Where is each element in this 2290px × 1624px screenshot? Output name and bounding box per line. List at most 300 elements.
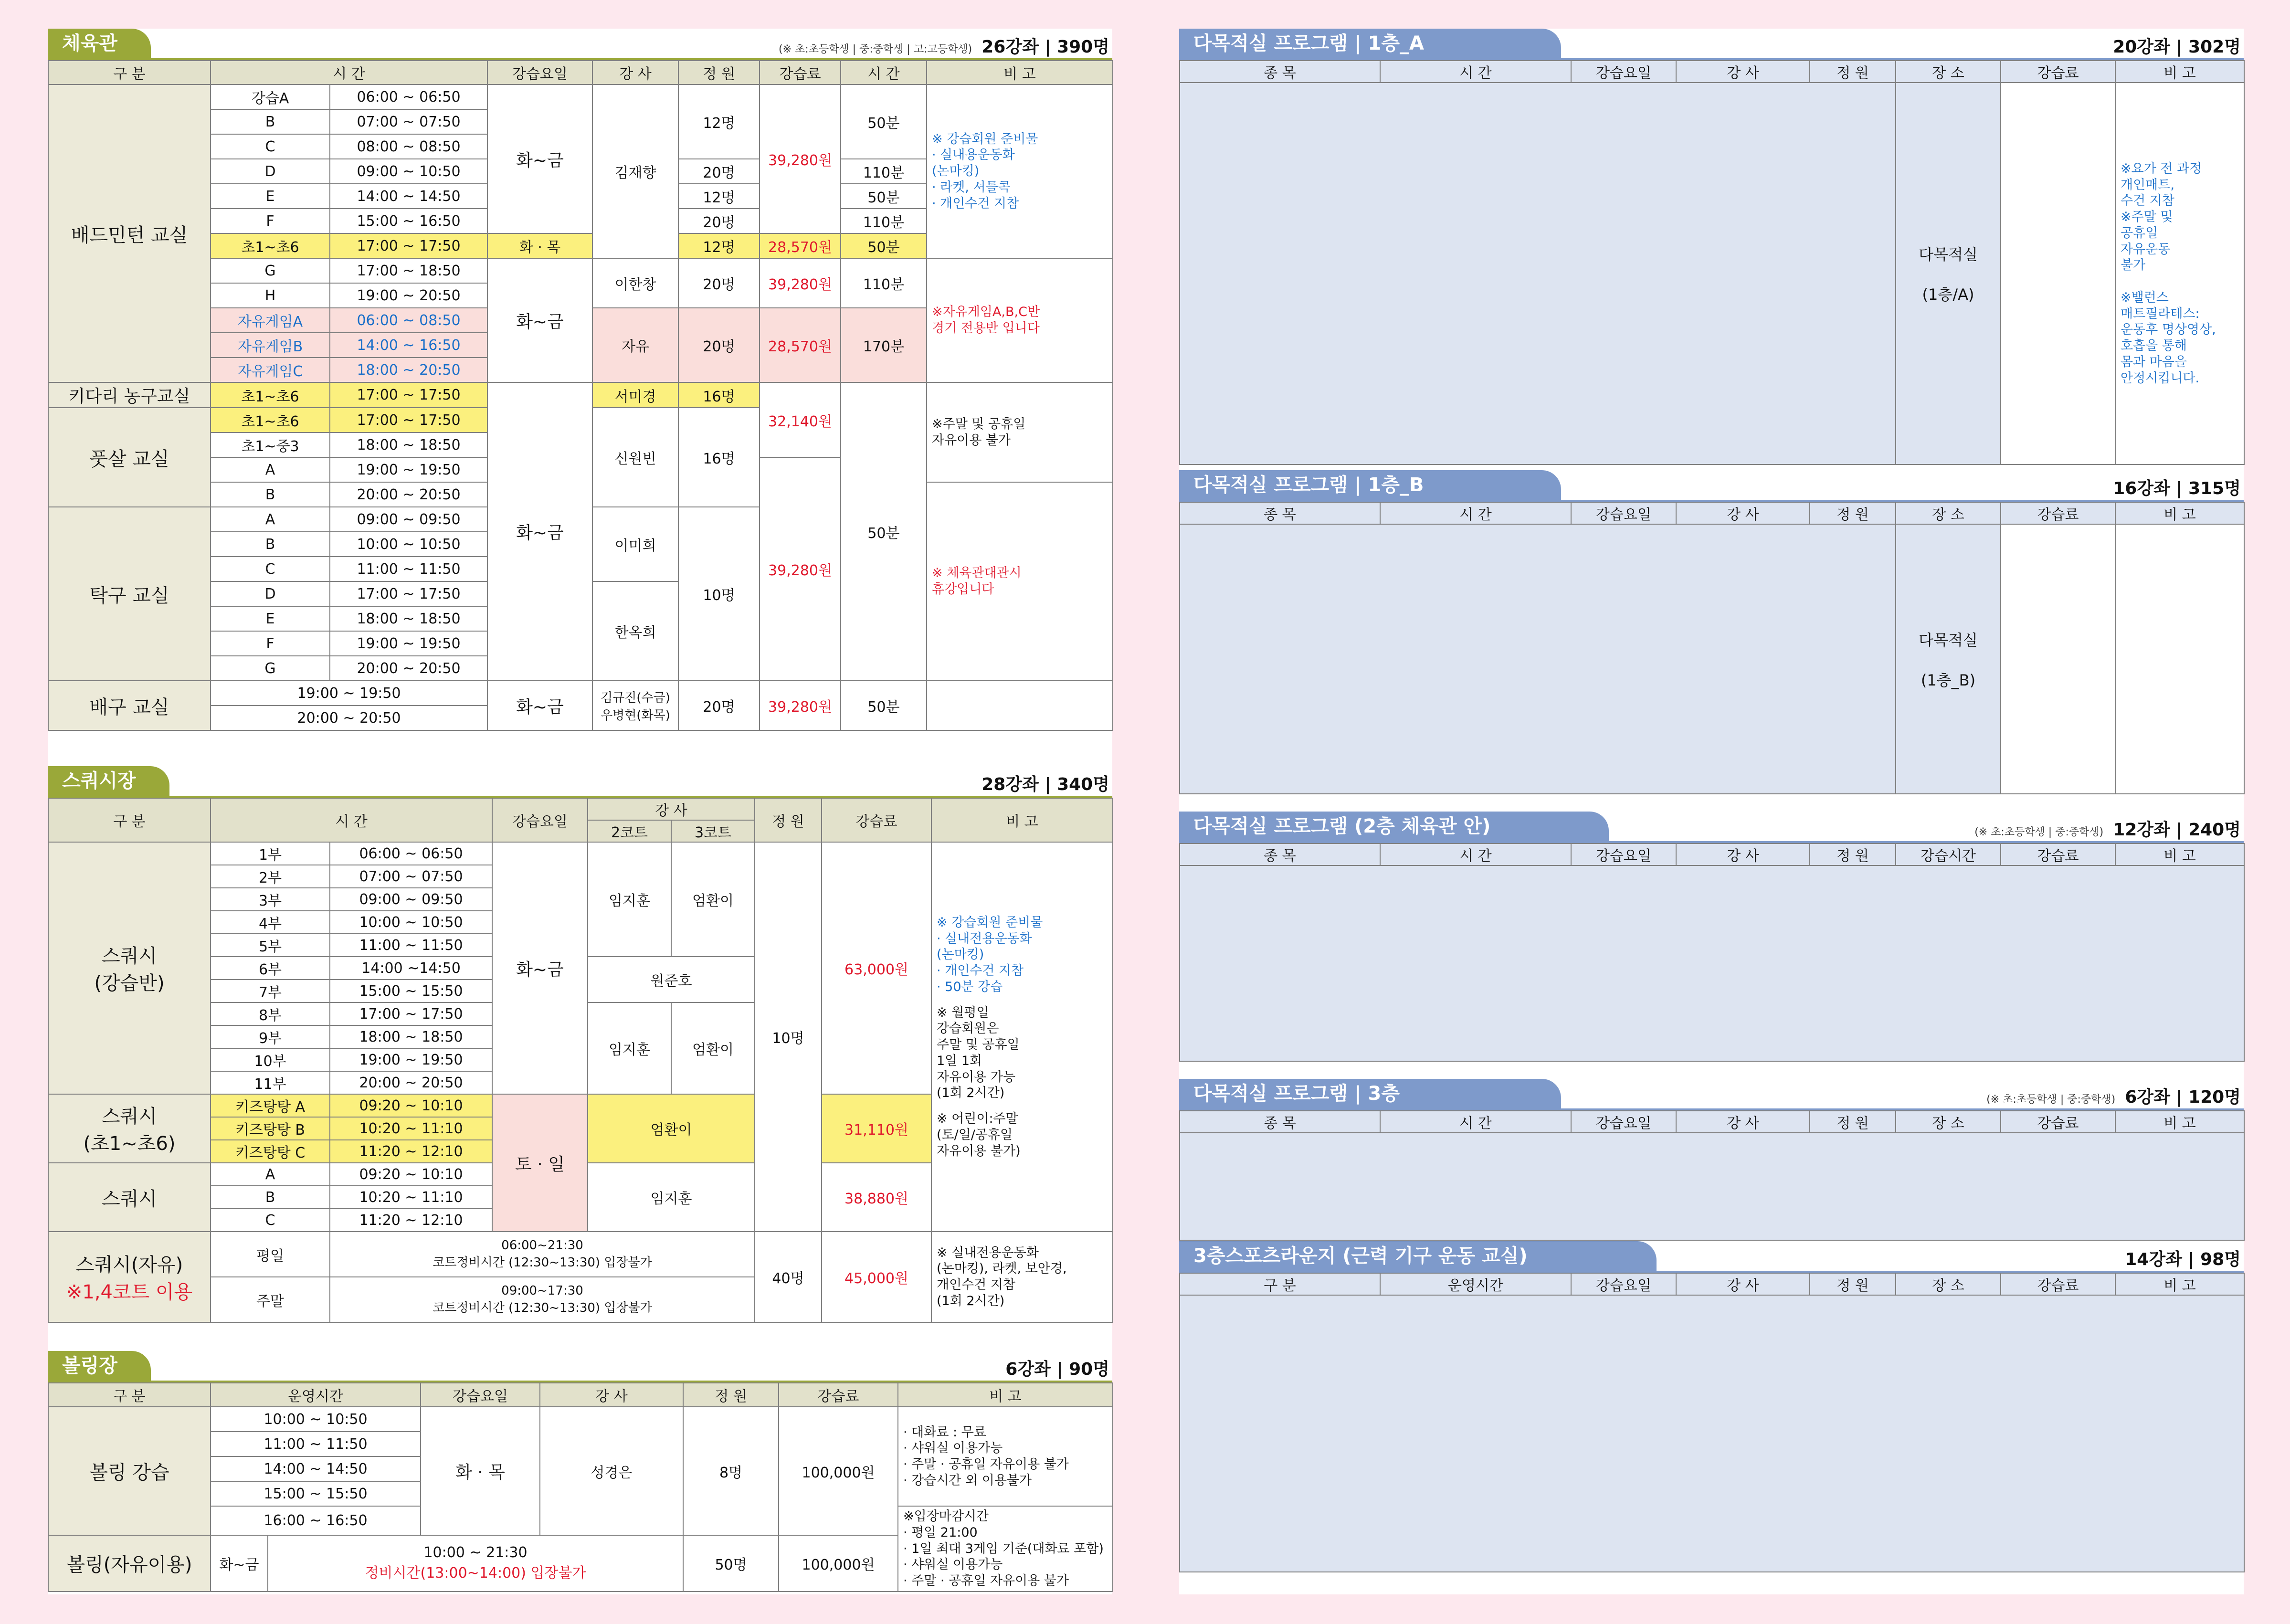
category-squash: 스쿼시 — [48, 1163, 211, 1232]
class-code: 강습A — [211, 84, 330, 109]
duration: 170분 — [841, 308, 927, 382]
right-page — [1179, 29, 2244, 1594]
instructor: 서미경 — [592, 382, 678, 408]
room-a-h-program: 종 목 — [1180, 61, 1380, 83]
day-hwageum: 화~금 — [487, 382, 592, 681]
category-squash-lesson: 스쿼시 (강습반) — [48, 842, 211, 1094]
squash-h-time: 시 간 — [211, 798, 492, 842]
gym-row — [48, 382, 1113, 408]
instructor: 이미희 — [592, 507, 678, 581]
gym-row — [48, 681, 1113, 706]
gym-note: ※주말 및 공휴일 자유이용 불가 — [927, 382, 1113, 482]
instructor-court2: 임지훈 — [588, 842, 671, 957]
class-time: 06:00 ~ 06:50 — [330, 842, 492, 865]
class-time: 09:20 ~ 10:10 — [330, 1163, 492, 1186]
gym-row — [48, 84, 1113, 109]
instructor: 자유 — [592, 308, 678, 382]
instructor-both: 임지훈 — [588, 1163, 755, 1232]
room-2f-summary — [1974, 816, 2241, 841]
class-time: 17:00 ~ 17:50 — [330, 581, 487, 606]
bowling-h-fee: 강습료 — [779, 1383, 898, 1407]
day-hwageum: 화~금 — [487, 84, 592, 233]
capacity: 20명 — [678, 308, 760, 382]
room-3f-body-placeholder — [1180, 1133, 2244, 1240]
class-time: 19:00 ~ 19:50 — [330, 1048, 492, 1071]
room-3f-header-row — [1180, 1111, 2244, 1133]
lounge-h-instructor: 강 사 — [1676, 1273, 1810, 1295]
instructor-court2: 임지훈 — [588, 1002, 671, 1094]
class-code: E — [211, 184, 330, 209]
category-badminton: 배드민턴 교실 — [48, 84, 211, 382]
duration: 110분 — [841, 258, 927, 308]
fee: 31,110원 — [822, 1094, 931, 1163]
room-a-h-capacity: 정 원 — [1810, 61, 1896, 83]
left-page — [48, 29, 1112, 1594]
room-b-h-capacity: 정 원 — [1810, 502, 1896, 524]
room-a-table — [1179, 60, 2245, 465]
room-b-header-row — [1180, 502, 2244, 524]
class-time: 20:00 ~ 20:50 — [330, 482, 487, 507]
gym-note: ※ 강습회원 준비물 · 실내용운동화 (논마킹) · 라켓, 셔틀콕 · 개인수건 지참 — [927, 84, 1113, 258]
squash-summary: 28강좌 | 340명 — [981, 775, 1109, 794]
room-b-tab: 다목적실 프로그램 | 1층_B — [1179, 470, 1561, 500]
room-b-h-program: 종 목 — [1180, 502, 1380, 524]
class-code: 1부 — [211, 842, 330, 865]
bowling-row — [48, 1407, 1113, 1432]
fee: 39,280원 — [760, 457, 841, 681]
class-time: 20:00 ~ 20:50 — [330, 656, 487, 681]
class-code: D — [211, 581, 330, 606]
class-time: 07:00 ~ 07:50 — [330, 865, 492, 888]
capacity: 16명 — [678, 382, 760, 408]
class-code: B — [211, 532, 330, 557]
room-a-h-fee: 강습료 — [2001, 61, 2115, 83]
squash-note — [931, 842, 1113, 1232]
class-time: 17:00 ~ 17:50 — [330, 1002, 492, 1025]
gym-h-fee: 강습료 — [760, 61, 841, 84]
room-b-h-day: 강습요일 — [1571, 502, 1676, 524]
bowling-h-day: 강습요일 — [421, 1383, 540, 1407]
instructor: 한옥희 — [592, 581, 678, 681]
gym-h-capacity: 정 원 — [678, 61, 760, 84]
day-hwageum: 화~금 — [492, 842, 588, 1094]
class-code: A — [211, 1163, 330, 1186]
class-time: 19:00 ~ 19:50 — [330, 631, 487, 656]
class-time: 09:20 ~ 10:10 — [330, 1094, 492, 1117]
capacity: 8명 — [683, 1407, 779, 1535]
squash-note-2: ※ 월평일 강습회원은 주말 및 공휴일 1일 1회 자유이용 가능 (1회 2시간) — [937, 1005, 1020, 1101]
class-code: 6부 — [211, 957, 330, 980]
class-time: 06:00 ~ 08:50 — [330, 308, 487, 333]
gym-legend: (※ 초:초등학생 | 중:중학생 | 고:고등학생) — [779, 43, 972, 55]
capacity: 12명 — [678, 233, 760, 258]
gym-note: ※자유게임A,B,C반 경기 전용반 입니다 — [927, 258, 1113, 382]
class-code: A — [211, 507, 330, 532]
class-code: 초1~초6 — [211, 408, 330, 432]
class-code: A — [211, 457, 330, 482]
room-3f-h-instructor: 강 사 — [1676, 1111, 1810, 1133]
squash-h-court3: 3코트 — [671, 820, 755, 842]
class-code: 키즈탕탕 A — [211, 1094, 330, 1117]
room-3f-h-fee: 강습료 — [2001, 1111, 2115, 1133]
room-b-h-time: 시 간 — [1380, 502, 1571, 524]
capacity: 12명 — [678, 184, 760, 209]
squash-header-row — [48, 798, 1113, 820]
room-b-summary: 16강좌 | 315명 — [2113, 479, 2241, 498]
fee: 38,880원 — [822, 1163, 931, 1232]
capacity: 20명 — [678, 681, 760, 730]
class-time: 08:00 ~ 08:50 — [330, 134, 487, 159]
class-code: 자유게임C — [211, 358, 330, 382]
fee: 100,000원 — [779, 1407, 898, 1535]
lounge-schedule — [1180, 1295, 2244, 1572]
lounge-h-note: 비 고 — [2115, 1273, 2244, 1295]
gym-note — [927, 681, 1113, 730]
category-bowling-free: 볼링(자유이용) — [48, 1535, 211, 1592]
bowling-h-time: 운영시간 — [211, 1383, 421, 1407]
room-3f-count: 6강좌 | 120명 — [2125, 1087, 2241, 1107]
class-time: 16:00 ~ 16:50 — [211, 1506, 421, 1535]
class-time: 11:20 ~ 12:10 — [330, 1140, 492, 1163]
instructor-both: 엄환이 — [588, 1094, 755, 1163]
class-time: 07:00 ~ 07:50 — [330, 109, 487, 134]
room-b-h-fee: 강습료 — [2001, 502, 2115, 524]
squash-row — [48, 1232, 1113, 1277]
room-a-summary: 20강좌 | 302명 — [2113, 37, 2241, 57]
room-b-note — [2115, 524, 2244, 794]
bowling-h-capacity: 정 원 — [683, 1383, 779, 1407]
room-a-place: 다목적실 (1층/A) — [1896, 83, 2001, 464]
day-hwamok: 화 · 목 — [487, 233, 592, 258]
room-2f-header-row — [1180, 844, 2244, 865]
class-time: 18:00 ~ 18:50 — [330, 606, 487, 631]
instructor — [592, 681, 678, 730]
capacity: 20명 — [678, 159, 760, 184]
class-code: 7부 — [211, 980, 330, 1002]
fee: 100,000원 — [779, 1535, 898, 1592]
class-time: 19:00 ~ 19:50 — [330, 457, 487, 482]
bowling-table — [48, 1382, 1113, 1592]
fee: 45,000원 — [822, 1232, 931, 1322]
class-code: 5부 — [211, 934, 330, 957]
lounge-body-placeholder — [1180, 1295, 2244, 1572]
room-a-h-place: 장 소 — [1896, 61, 2001, 83]
lounge-h-place: 장 소 — [1896, 1273, 2001, 1295]
room-3f-h-place: 장 소 — [1896, 1111, 2001, 1133]
room-2f-schedule — [1180, 865, 2244, 1061]
room-3f-tab: 다목적실 프로그램 | 3층 — [1179, 1079, 1561, 1108]
fee: 28,570원 — [760, 308, 841, 382]
class-code: B — [211, 482, 330, 507]
day: 화 · 목 — [421, 1407, 540, 1535]
room-2f-legend: (※ 초:초등학생 | 중:중학생) — [1974, 826, 2104, 838]
instructor: 이한창 — [592, 258, 678, 308]
room-3f-h-program: 종 목 — [1180, 1111, 1380, 1133]
instructor-both: 원준호 — [588, 957, 755, 1002]
class-time: 09:00 ~ 09:50 — [330, 888, 492, 911]
class-code: C — [211, 557, 330, 581]
class-time: 14:00 ~ 14:50 — [330, 184, 487, 209]
room-2f-h-fee: 강습료 — [2001, 844, 2115, 865]
day: 화~금 — [211, 1535, 268, 1592]
class-time: 15:00 ~ 15:50 — [211, 1481, 421, 1506]
bowling-h-instructor: 강 사 — [540, 1383, 683, 1407]
gym-table — [48, 60, 1113, 731]
squash-row — [48, 842, 1113, 865]
squash-free-courts: ※1,4코트 이용 — [66, 1281, 193, 1303]
free-maintenance: 정비시간(13:00~14:00) 입장불가 — [365, 1565, 586, 1582]
class-code: G — [211, 258, 330, 283]
gym-summary — [779, 33, 1109, 58]
instructor: 신원빈 — [592, 408, 678, 507]
class-code: 11부 — [211, 1071, 330, 1094]
room-3f-h-note: 비 고 — [2115, 1111, 2244, 1133]
class-code: G — [211, 656, 330, 681]
bowling-tab: 볼링장 — [48, 1351, 151, 1381]
room-2f-h-note: 비 고 — [2115, 844, 2244, 865]
class-code: 평일 — [211, 1232, 330, 1277]
room-a-h-note: 비 고 — [2115, 61, 2244, 83]
class-code: 자유게임B — [211, 333, 330, 358]
class-code: 초1~중3 — [211, 432, 330, 457]
day-hwageum: 화~금 — [487, 681, 592, 730]
class-time: 10:20 ~ 11:10 — [330, 1186, 492, 1209]
fee: 63,000원 — [822, 842, 931, 1094]
class-code: D — [211, 159, 330, 184]
duration: 50분 — [841, 681, 927, 730]
class-code: H — [211, 283, 330, 308]
class-time: 19:00 ~ 19:50 — [211, 681, 487, 706]
lounge-h-fee: 강습료 — [2001, 1273, 2115, 1295]
room-3f-h-day: 강습요일 — [1571, 1111, 1676, 1133]
lounge-table — [1179, 1273, 2245, 1572]
class-time: 06:00 ~ 06:50 — [330, 84, 487, 109]
duration: 50분 — [841, 233, 927, 258]
room-2f-h-instructor: 강 사 — [1676, 844, 1810, 865]
squash-note-3: ※ 어린이:주말 (토/일/공휴일 자유이용 불가) — [937, 1111, 1021, 1159]
gym-header-row — [48, 61, 1113, 84]
squash-h-note: 비 고 — [931, 798, 1113, 842]
class-code: 키즈탕탕 B — [211, 1117, 330, 1140]
room-2f-h-duration: 강습시간 — [1896, 844, 2001, 865]
gym-h-time: 시 간 — [211, 61, 487, 84]
bowling-h-category: 구 분 — [48, 1383, 211, 1407]
class-time: 18:00 ~ 18:50 — [330, 1025, 492, 1048]
class-time: 17:00 ~ 17:50 — [330, 408, 487, 432]
class-time: 11:00 ~ 11:50 — [330, 557, 487, 581]
room-3f-h-capacity: 정 원 — [1810, 1111, 1896, 1133]
squash-h-instructor: 강 사 — [588, 798, 755, 820]
squash-free-title: 스쿼시(자유) — [75, 1254, 183, 1276]
squash-note-1: ※ 강습회원 준비물 · 실내전용운동화 (논마킹) · 개인수건 지참 · 50분 강습 — [937, 915, 1043, 994]
class-time: 17:00 ~ 17:50 — [330, 382, 487, 408]
gym-h-instructor: 강 사 — [592, 61, 678, 84]
squash-table — [48, 798, 1113, 1323]
duration: 110분 — [841, 159, 927, 184]
class-time — [268, 1535, 683, 1592]
squash-h-capacity: 정 원 — [755, 798, 822, 842]
fee: 32,140원 — [760, 382, 841, 457]
instructor-1: 김규진(수금) — [601, 691, 670, 705]
room-b-table — [1179, 502, 2245, 794]
room-a-tab: 다목적실 프로그램 | 1층_A — [1179, 29, 1561, 58]
instructor-court3: 엄환이 — [671, 842, 755, 957]
class-time: 09:00 ~ 10:50 — [330, 159, 487, 184]
day-toil: 토 · 일 — [492, 1094, 588, 1232]
class-code: 자유게임A — [211, 308, 330, 333]
capacity: 50명 — [683, 1535, 779, 1592]
lounge-tab: 3층스포츠라운지 (근력 기구 운동 교실) — [1179, 1241, 1657, 1271]
lounge-h-category: 구 분 — [1180, 1273, 1380, 1295]
squash-tab: 스쿼시장 — [48, 766, 169, 796]
room-a-schedule — [1180, 83, 1896, 464]
class-code: C — [211, 1209, 330, 1232]
class-code: E — [211, 606, 330, 631]
fee: 39,280원 — [760, 84, 841, 233]
class-code: F — [211, 631, 330, 656]
capacity: 40명 — [755, 1232, 822, 1322]
room-b-fees — [2001, 524, 2115, 794]
gym-note: ※ 체육관대관시 휴강입니다 — [927, 482, 1113, 681]
class-code: B — [211, 1186, 330, 1209]
room-a-h-instructor: 강 사 — [1676, 61, 1810, 83]
class-time: 06:00~21:30 코트정비시간 (12:30~13:30) 입장불가 — [330, 1232, 755, 1277]
category-futsal: 풋살 교실 — [48, 408, 211, 507]
capacity: 20명 — [678, 258, 760, 308]
capacity: 20명 — [678, 209, 760, 233]
bowling-note: ※입장마감시간 · 평일 21:00 · 1일 최대 3게임 기준(대화료 포함) · 샤워실 이용가능 · 주말 · 공휴일 자유이용 불가 — [898, 1506, 1113, 1592]
room-3f-schedule — [1180, 1133, 2244, 1240]
class-code: 4부 — [211, 911, 330, 934]
day-hwageum: 화~금 — [487, 258, 592, 382]
room-2f-table — [1179, 843, 2245, 1062]
class-time: 15:00 ~ 16:50 — [330, 209, 487, 233]
room-3f-legend: (※ 초:초등학생 | 중:중학생) — [1986, 1094, 2116, 1106]
class-time: 14:00 ~ 16:50 — [330, 333, 487, 358]
lounge-h-time: 운영시간 — [1380, 1273, 1571, 1295]
room-2f-tab: 다목적실 프로그램 (2층 체육관 안) — [1179, 812, 1609, 841]
fee: 28,570원 — [760, 233, 841, 258]
room-2f-h-day: 강습요일 — [1571, 844, 1676, 865]
capacity: 12명 — [678, 84, 760, 159]
room-2f-h-time: 시 간 — [1380, 844, 1571, 865]
class-time: 19:00 ~ 20:50 — [330, 283, 487, 308]
class-code: 키즈탕탕 C — [211, 1140, 330, 1163]
class-code: 초1~초6 — [211, 382, 330, 408]
instructor: 김재향 — [592, 84, 678, 258]
room-a-h-day: 강습요일 — [1571, 61, 1676, 83]
duration: 50분 — [841, 382, 927, 681]
squash-h-category: 구 분 — [48, 798, 211, 842]
category-bowling-lesson: 볼링 강습 — [48, 1407, 211, 1535]
lounge-h-day: 강습요일 — [1571, 1273, 1676, 1295]
duration: 110분 — [841, 209, 927, 233]
class-time: 09:00 ~ 09:50 — [330, 507, 487, 532]
class-code: 3부 — [211, 888, 330, 911]
fee: 39,280원 — [760, 258, 841, 308]
bowling-h-note: 비 고 — [898, 1383, 1113, 1407]
class-time: 10:20 ~ 11:10 — [330, 1117, 492, 1140]
room-2f-h-program: 종 목 — [1180, 844, 1380, 865]
category-squash-kids: 스쿼시 (초1~초6) — [48, 1094, 211, 1163]
class-time: 11:20 ~ 12:10 — [330, 1209, 492, 1232]
capacity: 10명 — [755, 842, 822, 1232]
class-time: 10:00 ~ 10:50 — [211, 1407, 421, 1432]
class-time: 11:00 ~ 11:50 — [211, 1432, 421, 1456]
squash-h-day: 강습요일 — [492, 798, 588, 842]
room-a-body-placeholder — [1180, 83, 2244, 464]
class-time: 17:00 ~ 17:50 — [330, 233, 487, 258]
gym-h-category: 구 분 — [48, 61, 211, 84]
category-volleyball: 배구 교실 — [48, 681, 211, 730]
instructor: 성경은 — [540, 1407, 683, 1535]
room-b-schedule — [1180, 524, 1896, 794]
class-time: 18:00 ~ 18:50 — [330, 432, 487, 457]
class-code: 9부 — [211, 1025, 330, 1048]
category-tabletennis: 탁구 교실 — [48, 507, 211, 681]
gym-h-duration: 시 간 — [841, 61, 927, 84]
class-code: B — [211, 109, 330, 134]
class-code: 2부 — [211, 865, 330, 888]
gym-h-day: 강습요일 — [487, 61, 592, 84]
duration: 50분 — [841, 84, 927, 159]
class-time: 11:00 ~ 11:50 — [330, 934, 492, 957]
room-b-body-placeholder — [1180, 524, 2244, 794]
squash-h-court2: 2코트 — [588, 820, 671, 842]
gym-tab: 체육관 — [48, 29, 151, 58]
gym-count: 26강좌 | 390명 — [981, 37, 1109, 57]
class-time: 09:00~17:30 코트정비시간 (12:30~13:30) 입장불가 — [330, 1277, 755, 1322]
class-code: C — [211, 134, 330, 159]
class-time: 14:00 ~ 14:50 — [211, 1456, 421, 1481]
class-time: 10:00 ~ 10:50 — [330, 532, 487, 557]
room-a-note: ※요가 전 과정 개인매트, 수건 지참 ※주말 및 공휴일 자유운동 불가 ※밸런스 매트필라테스: 운동후 명상영상, 호흡을 통해 몸과 마음을 안정시킵니다. — [2115, 83, 2244, 464]
class-code: 10부 — [211, 1048, 330, 1071]
class-time: 20:00 ~ 20:50 — [330, 1071, 492, 1094]
capacity: 16명 — [678, 408, 760, 507]
room-2f-h-capacity: 정 원 — [1810, 844, 1896, 865]
instructor-court3: 엄환이 — [671, 1002, 755, 1094]
bowling-header-row — [48, 1383, 1113, 1407]
category-kidari: 키다리 농구교실 — [48, 382, 211, 408]
capacity: 10명 — [678, 507, 760, 681]
room-b-h-instructor: 강 사 — [1676, 502, 1810, 524]
room-b-h-place: 장 소 — [1896, 502, 2001, 524]
class-time: 17:00 ~ 18:50 — [330, 258, 487, 283]
bowling-summary: 6강좌 | 90명 — [1005, 1360, 1109, 1379]
room-a-header-row — [1180, 61, 2244, 83]
room-3f-summary — [1986, 1084, 2241, 1108]
room-3f-h-time: 시 간 — [1380, 1111, 1571, 1133]
lounge-summary: 14강좌 | 98명 — [2125, 1250, 2241, 1269]
duration: 50분 — [841, 184, 927, 209]
class-time: 15:00 ~ 15:50 — [330, 980, 492, 1002]
lounge-header-row — [1180, 1273, 2244, 1295]
free-time: 10:00 ~ 21:30 — [423, 1544, 528, 1561]
class-time: 14:00 ~14:50 — [330, 957, 492, 980]
class-code: 8부 — [211, 1002, 330, 1025]
lounge-h-capacity: 정 원 — [1810, 1273, 1896, 1295]
class-code: 주말 — [211, 1277, 330, 1322]
category-squash-free — [48, 1232, 211, 1322]
gym-h-note: 비 고 — [927, 61, 1113, 84]
class-time: 20:00 ~ 20:50 — [211, 706, 487, 730]
class-code: F — [211, 209, 330, 233]
squash-h-fee: 강습료 — [822, 798, 931, 842]
squash-free-note: ※ 실내전용운동화 (논마킹), 라켓, 보안경, 개인수건 지참 (1회 2시간) — [931, 1232, 1113, 1322]
room-2f-count: 12강좌 | 240명 — [2113, 820, 2241, 840]
room-b-place: 다목적실 (1층_B) — [1896, 524, 2001, 794]
